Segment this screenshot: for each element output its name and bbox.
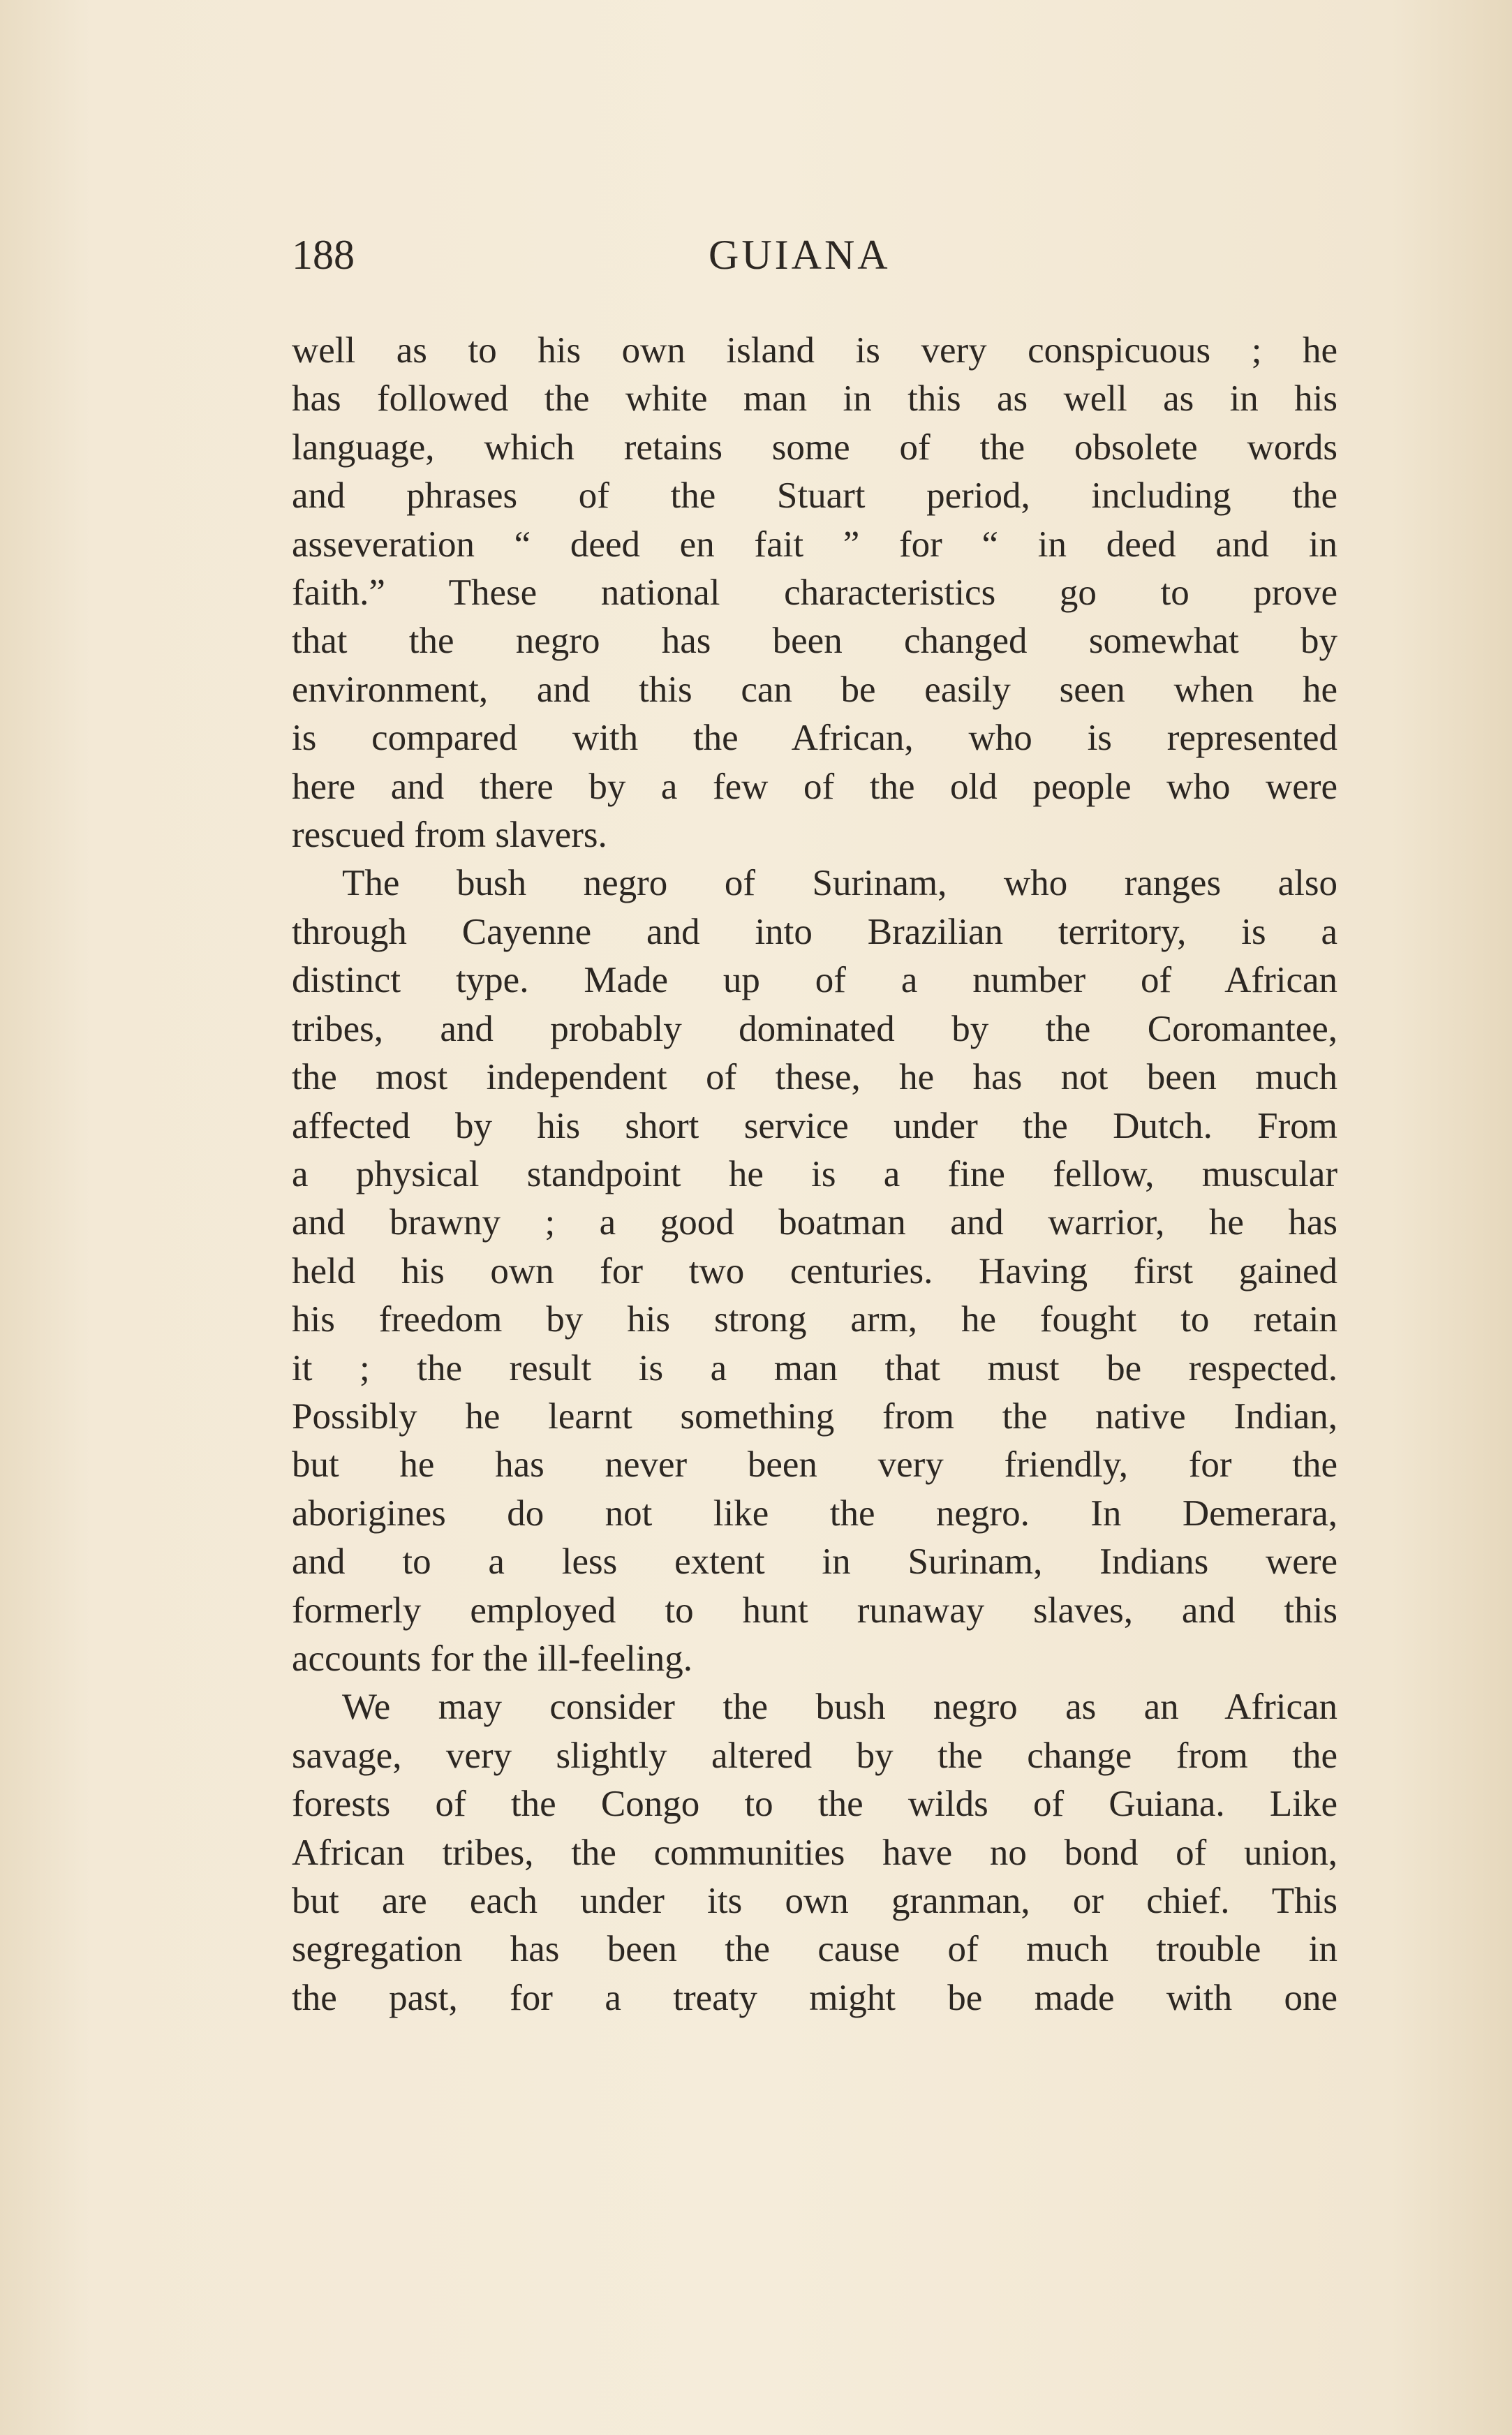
text-line: formerly employed to hunt runaway slaves, and this [292, 1590, 1337, 1631]
paragraph-2 [292, 859, 1337, 1683]
text-line: Possibly he learnt something from the native Indian, [292, 1396, 1337, 1437]
page-number: 188 [292, 232, 355, 278]
text-line: savage, very slightly altered by the change from the [292, 1735, 1337, 1776]
text-line: and to a less extent in Surinam, Indians were [292, 1541, 1337, 1583]
text-line: a physical standpoint he is a fine fellow, muscular [292, 1153, 1337, 1194]
text-line: aborigines do not like the negro. In Demerara, [292, 1493, 1337, 1534]
text-line: segregation has been the cause of much trouble in [292, 1929, 1337, 1970]
running-title: GUIANA [709, 232, 891, 278]
text-line: rescued from slavers. [292, 815, 607, 856]
text-line: is compared with the African, who is represented [292, 718, 1337, 759]
text-line: accounts for the ill-feeling. [292, 1638, 692, 1679]
text-line: language, which retains some of the obsolete words [292, 427, 1337, 468]
text-line: tribes, and probably dominated by the Coromantee, [292, 1008, 1337, 1049]
paragraph-1 [292, 327, 1337, 859]
text-line: asseveration “ deed en fait ” for “ in deed and in [292, 524, 1337, 565]
text-line: that the negro has been changed somewhat by [292, 621, 1337, 662]
body-text [292, 327, 1337, 2022]
text-line: his freedom by his strong arm, he fought to retain [292, 1299, 1337, 1340]
text-line: the most independent of these, he has not been much [292, 1057, 1337, 1098]
text-line: African tribes, the communities have no bond of union, [292, 1832, 1337, 1873]
text-line: through Cayenne and into Brazilian territory, is a [292, 911, 1337, 952]
page-header [292, 227, 1339, 283]
text-line: and phrases of the Stuart period, including the [292, 475, 1337, 517]
text-line: the past, for a treaty might be made with one [292, 1977, 1337, 2018]
text-line: well as to his own island is very conspicuous ; he [292, 330, 1337, 371]
text-line: distinct type. Made up of a number of African [292, 960, 1337, 1001]
text-line: has followed the white man in this as well as in his [292, 378, 1337, 420]
text-line: it ; the result is a man that must be respected. [292, 1347, 1337, 1389]
text-line: held his own for two centuries. Having first gained [292, 1250, 1337, 1291]
text-line: but are each under its own granman, or chief. This [292, 1881, 1337, 1921]
paragraph-3 [292, 1683, 1337, 2022]
text-line: but he has never been very friendly, for the [292, 1444, 1337, 1486]
text-line: The bush negro of Surinam, who ranges also [342, 863, 1337, 904]
text-line: environment, and this can be easily seen when he [292, 669, 1337, 710]
text-line: and brawny ; a good boatman and warrior, he has [292, 1202, 1337, 1243]
text-line: here and there by a few of the old people who were [292, 766, 1337, 807]
text-line: We may consider the bush negro as an African [342, 1687, 1337, 1728]
text-line: faith.” These national characteristics go to prove [292, 572, 1337, 614]
text-line: affected by his short service under the Dutch. From [292, 1105, 1337, 1146]
text-line: forests of the Congo to the wilds of Guiana. Like [292, 1784, 1337, 1825]
